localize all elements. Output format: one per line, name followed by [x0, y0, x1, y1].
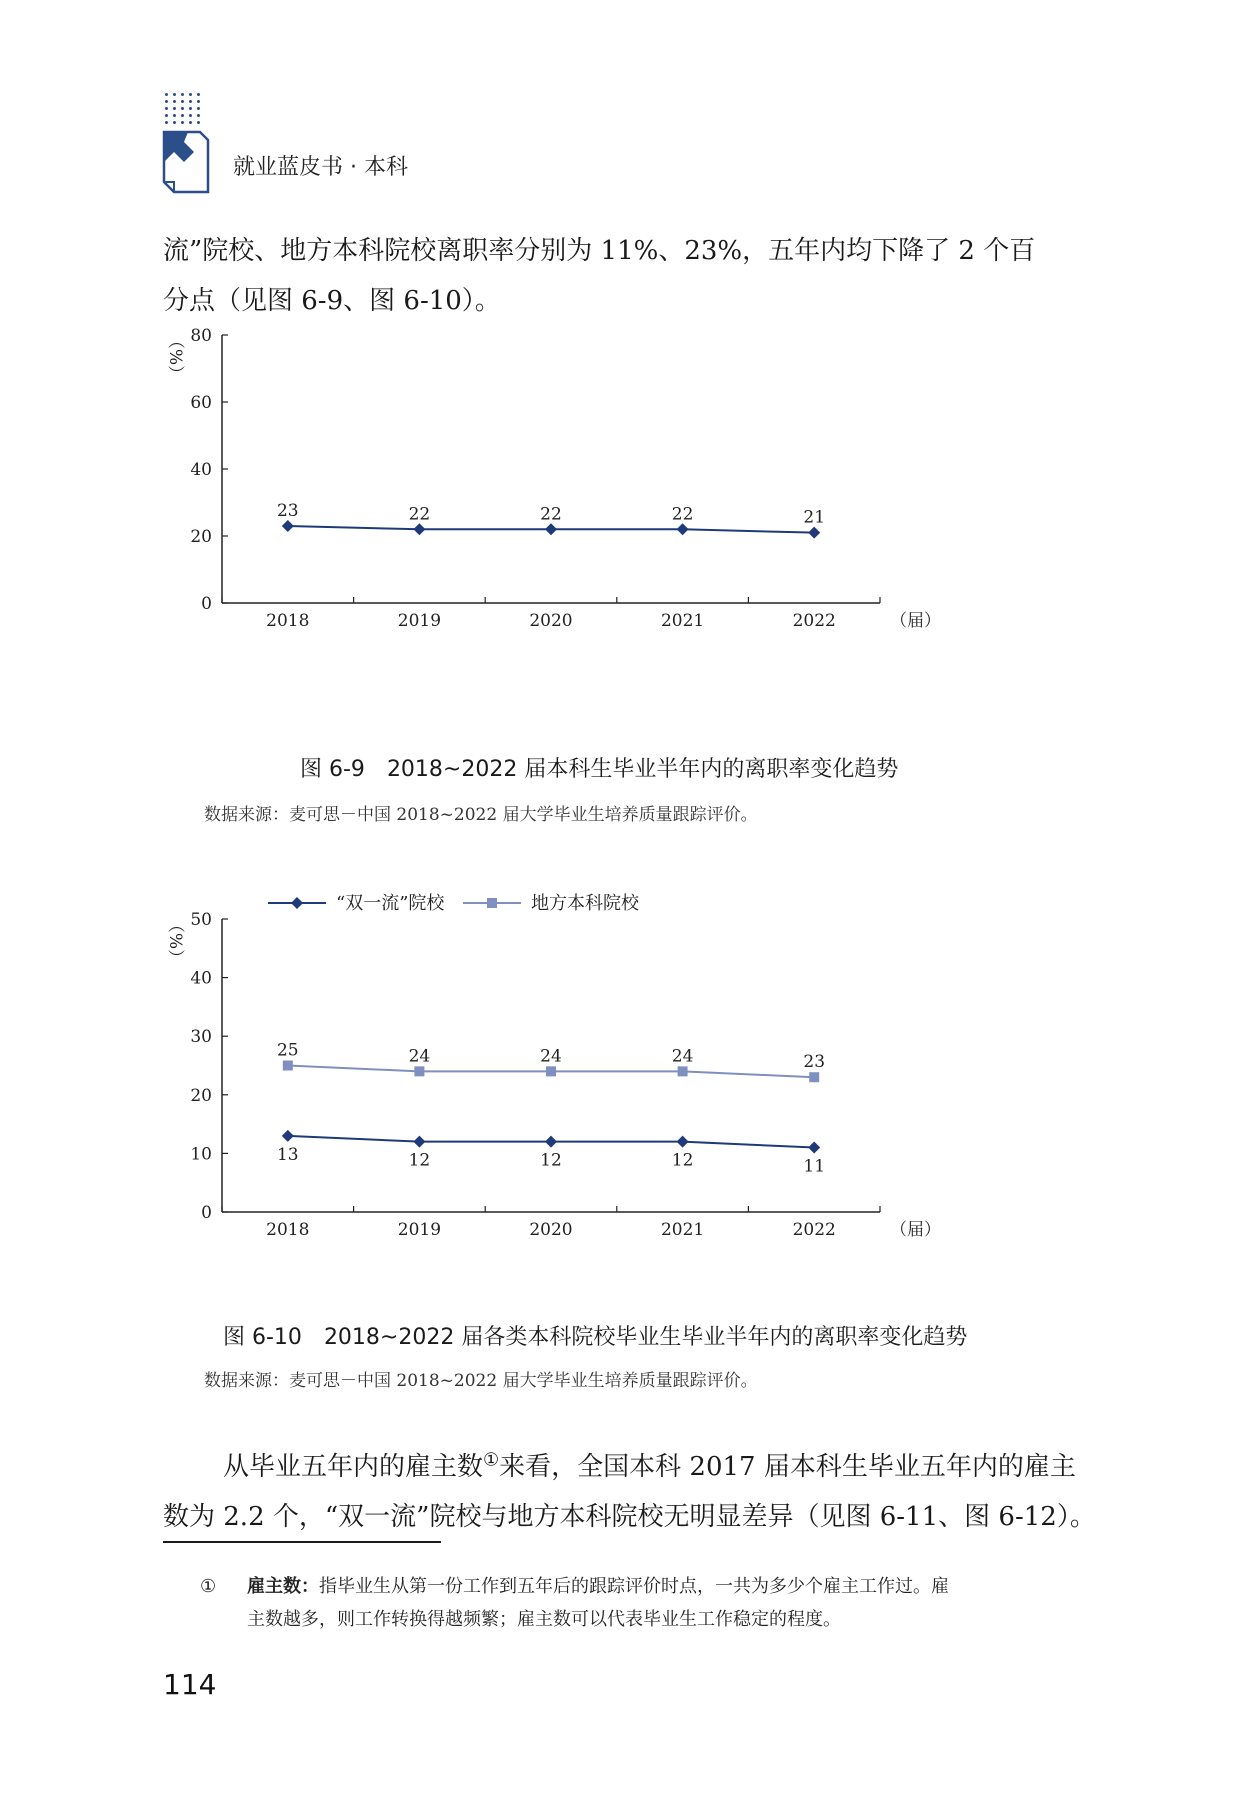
y-tick-label: 40	[190, 968, 212, 989]
logo-dot	[197, 100, 200, 103]
logo-dot	[165, 121, 168, 124]
figure-6-10-number: 图 6-10	[223, 1325, 302, 1350]
logo-dot	[181, 93, 184, 96]
x-tick-label: 2022	[792, 1220, 836, 1240]
x-tick-label: 2020	[529, 1220, 573, 1240]
footnote-term: 雇主数：	[247, 1576, 319, 1597]
data-point	[414, 1066, 424, 1076]
header-logo-dots	[165, 93, 205, 133]
y-axis-label: （%）	[165, 331, 185, 383]
body-line-1-after: 来看，全国本科 2017 届本科生毕业五年内的雇主	[499, 1452, 1076, 1482]
x-tick-label: 2022	[792, 611, 836, 631]
logo-dot	[173, 100, 176, 103]
data-point	[677, 1136, 689, 1148]
data-point	[546, 1066, 556, 1076]
x-tick-label: 2019	[397, 611, 442, 631]
book-logo-icon	[160, 130, 210, 195]
footnote-reference[interactable]: ①	[483, 1449, 500, 1471]
data-point	[413, 523, 425, 535]
data-label: 24	[540, 1046, 562, 1067]
logo-dot	[181, 121, 184, 124]
y-tick-label: 0	[201, 594, 212, 614]
data-label: 11	[803, 1156, 826, 1177]
y-tick-label: 20	[190, 527, 212, 547]
figure-6-9-chart	[165, 326, 1090, 735]
logo-dot	[173, 114, 176, 117]
data-label: 12	[408, 1150, 431, 1171]
logo-dot	[181, 100, 184, 103]
data-point	[282, 520, 294, 532]
data-label: 12	[671, 1150, 694, 1171]
logo-dot	[165, 107, 168, 110]
figure-6-10-caption	[223, 1320, 967, 1351]
x-tick-label: 2018	[266, 1220, 310, 1240]
logo-dot	[189, 93, 192, 96]
body-line-1	[163, 1442, 1093, 1492]
y-tick-label: 40	[190, 460, 212, 480]
data-point	[545, 523, 557, 535]
logo-dot	[181, 107, 184, 110]
y-tick-label: 20	[190, 1085, 212, 1106]
data-point	[678, 1066, 688, 1076]
x-axis-label: （届）	[890, 1220, 941, 1240]
legend-label: “双一流”院校	[336, 893, 445, 914]
x-tick-label: 2019	[397, 1220, 442, 1240]
figure-6-10-chart	[165, 880, 1090, 1300]
footnote-line-2: 主数越多，则工作转换得越频繁；雇主数可以代表毕业生工作稳定的程度。	[247, 1609, 841, 1630]
data-label: 13	[276, 1144, 299, 1165]
logo-dot	[197, 107, 200, 110]
x-tick-label: 2021	[660, 611, 705, 631]
y-tick-label: 0	[201, 1203, 212, 1223]
logo-dot	[173, 93, 176, 96]
footnote-text-1: 指毕业生从第一份工作到五年后的跟踪评价时点，一共为多少个雇主工作过。雇	[319, 1576, 949, 1597]
legend-marker	[487, 898, 497, 908]
x-tick-label: 2018	[266, 611, 310, 631]
data-point	[282, 1130, 294, 1142]
figure-6-9-title: 2018~2022 届本科生毕业半年内的离职率变化趋势	[386, 757, 899, 782]
intro-line-2: 分点（见图 6-9、图 6-10）。	[163, 286, 501, 316]
x-axis-label: （届）	[890, 611, 941, 631]
logo-dot	[189, 121, 192, 124]
logo-dot	[189, 100, 192, 103]
y-tick-label: 30	[190, 1027, 212, 1048]
logo-dot	[189, 114, 192, 117]
logo-dot	[173, 107, 176, 110]
data-point	[808, 1142, 820, 1154]
data-label: 25	[276, 1040, 299, 1061]
logo-dot	[165, 114, 168, 117]
footnote-marker: ①	[200, 1576, 217, 1597]
data-point	[545, 1136, 557, 1148]
y-tick-label: 60	[190, 393, 212, 413]
figure-6-10-title: 2018~2022 届各类本科院校毕业生毕业半年内的离职率变化趋势	[323, 1325, 968, 1350]
logo-dot	[189, 107, 192, 110]
body-line-1-before: 从毕业五年内的雇主数	[223, 1452, 484, 1482]
body-line-2: 数为 2.2 个，“双一流”院校与地方本科院校无明显差异（见图 6-11、图 6-12）。	[163, 1502, 1096, 1532]
x-tick-label: 2020	[529, 611, 573, 631]
header-title: 就业蓝皮书 · 本科	[233, 155, 408, 180]
data-label: 24	[408, 1046, 431, 1067]
data-label: 23	[276, 500, 299, 521]
data-label: 24	[671, 1046, 694, 1067]
y-tick-label: 10	[190, 1144, 212, 1165]
logo-dot	[181, 114, 184, 117]
data-label: 21	[803, 507, 826, 528]
logo-dot	[173, 121, 176, 124]
data-point	[808, 527, 820, 539]
logo-dot	[197, 93, 200, 96]
logo-dot	[197, 121, 200, 124]
data-point	[413, 1136, 425, 1148]
data-point	[283, 1061, 293, 1071]
logo-dot	[165, 100, 168, 103]
data-point	[809, 1072, 819, 1082]
body-paragraph	[163, 1442, 1096, 1542]
data-label: 12	[540, 1150, 562, 1171]
footnote-line-1	[247, 1570, 1087, 1603]
intro-paragraph	[163, 226, 1093, 326]
data-point	[677, 523, 689, 535]
footnote-body	[247, 1570, 1087, 1636]
figure-6-10-source: 数据来源：麦可思－中国 2018~2022 届大学毕业生培养质量跟踪评价。	[204, 1371, 758, 1391]
figure-6-9-number: 图 6-9	[300, 757, 365, 782]
logo-dot	[165, 93, 168, 96]
y-axis-label: （%）	[165, 915, 185, 967]
figure-6-9-caption	[300, 752, 898, 783]
page-number: 114	[163, 1668, 217, 1701]
data-label: 22	[540, 504, 562, 525]
footnote-divider	[163, 1541, 441, 1543]
figure-6-9-source: 数据来源：麦可思－中国 2018~2022 届大学毕业生培养质量跟踪评价。	[204, 805, 758, 825]
logo-dot	[197, 114, 200, 117]
data-label: 22	[671, 504, 694, 525]
y-tick-label: 50	[190, 910, 212, 930]
data-label: 22	[408, 504, 431, 525]
y-tick-label: 80	[190, 326, 212, 346]
legend-label: 地方本科院校	[531, 893, 639, 914]
x-tick-label: 2021	[660, 1220, 705, 1240]
intro-line-1: 流”院校、地方本科院校离职率分别为 11%、23%，五年内均下降了 2 个百	[163, 236, 1036, 266]
legend-marker	[291, 897, 303, 909]
data-label: 23	[803, 1052, 826, 1073]
